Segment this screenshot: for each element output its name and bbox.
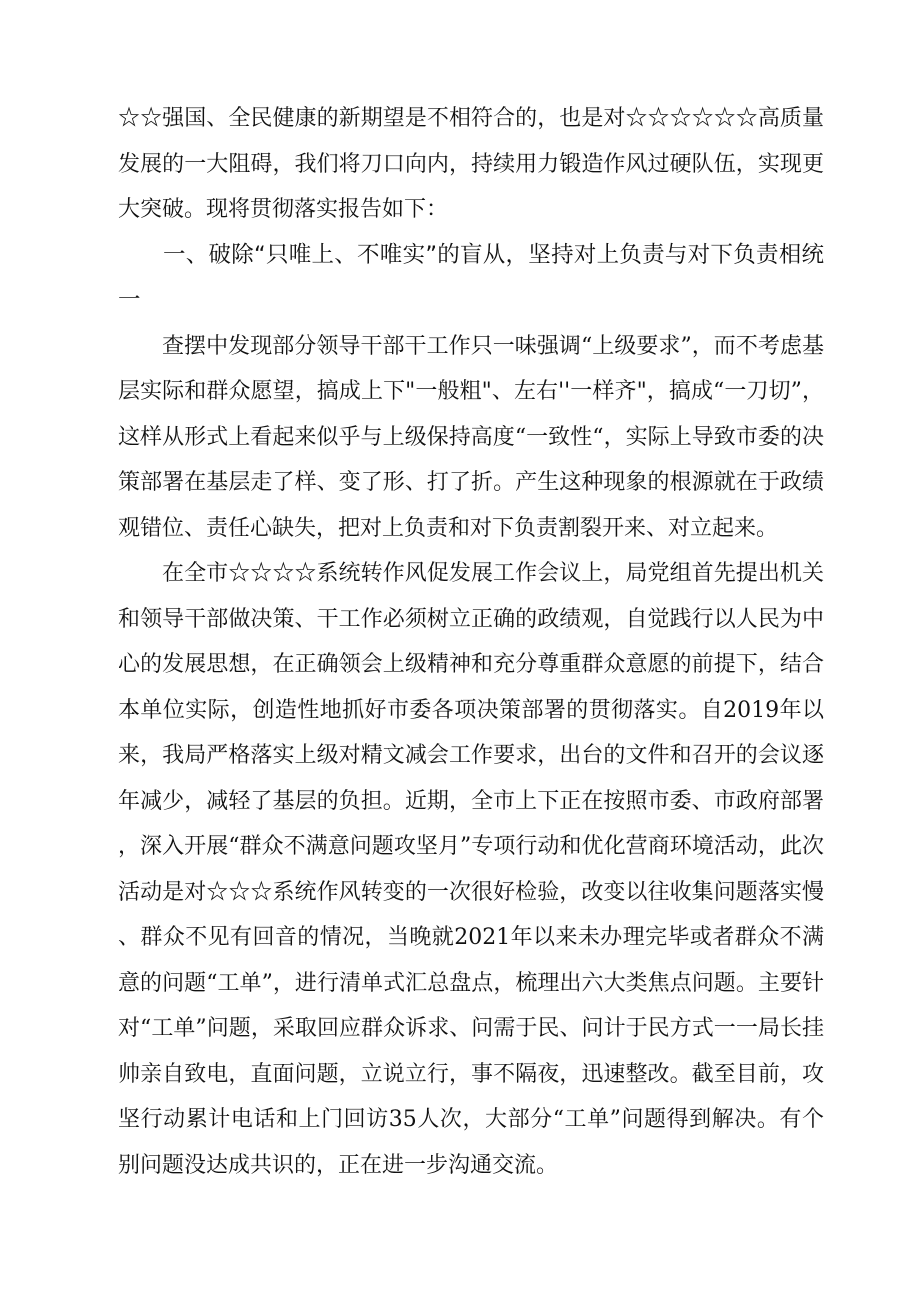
body-paragraph-problem: 查摆中发现部分领导干部干工作只一味强调“上级要求”，而不考虑基层实际和群众愿望，搞成上下"一般粗"、左右''一样齐"，搞成“一刀切”，这样从形式上看起来似乎与上级保持高度“一致性“，实际上导致市委的决策部署在基层走了样、变了形、打了折。产生这种现象的根源就在于政绩观错位、责任心缺失，把对上负责和对下负责割裂开来、对立起来。	[118, 333, 824, 541]
section-heading: 一、破除“只唯上、不唯实”的盲从，坚持对上负责与对下负责相统一	[118, 241, 824, 313]
body-paragraph-measures: 在全市☆☆☆☆系统转作风促发展工作会议上，局党组首先提出机关和领导干部做决策、干工作必须树立正确的政绩观，自觉践行以人民为中心的发展思想，在正确领会上级精神和充分尊重群众意愿的前提下，结合本单位实际，创造性地抓好市委各项决策部署的贯彻落实。自2019年以来，我局严格落实上级对精文减会工作要求，出台的文件和召开的会议逐年减少，减轻了基层的负担。近期，全市上下正在按照市委、市政府部署，深入开展“群众不满意问题攻坚月”专项行动和优化营商环境活动，此次活动是对☆☆☆系统作风转变的一次很好检验，改变以往收集问题落实慢、群众不见有回音的情况，当晚就2021年以来未办理完毕或者群众不满意的问题“工单”，进行清单式汇总盘点，梳理出六大类焦点问题。主要针对“工单”问题，采取回应群众诉求、问需于民、问计于民方式一一局长挂帅亲自致电，直面问题，立说立行，事不隔夜，迅速整改。截至目前，攻坚行动累计电话和上门回访35人次，大部分“工单”问题得到解决。有个别问题没达成共识的，正在进一步沟通交流。	[118, 561, 824, 1178]
document-body	[118, 96, 824, 1188]
continuation-paragraph: ☆☆强国、全民健康的新期望是不相符合的，也是对☆☆☆☆☆☆高质量发展的一大阻碍，我们将刀口向内，持续用力锻造作风过硬队伍，实现更大突破。现将贯彻落实报告如下：	[118, 106, 824, 222]
